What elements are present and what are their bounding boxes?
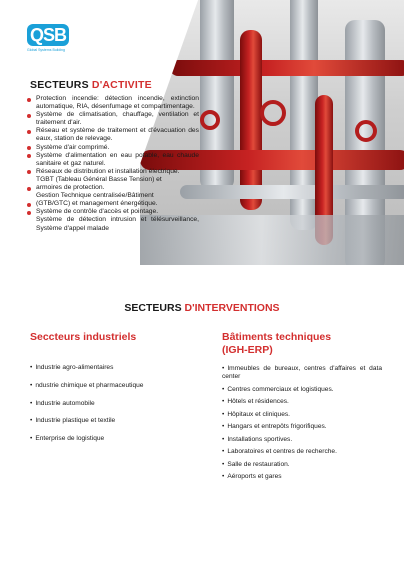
technical-buildings-title: Bâtiments techniques (IGH-ERP) xyxy=(222,331,332,356)
list-item: • Industrie automobile xyxy=(30,400,200,408)
technical-buildings-list xyxy=(222,365,382,486)
list-item: • Installations sportives. xyxy=(222,436,382,444)
activity-list xyxy=(27,95,199,233)
list-item: Protection incendie: détection incendie, extinction automatique, RIA, désenfumage et compartimentage. xyxy=(27,95,199,111)
interventions-heading: SECTEURS D'INTERVENTIONS xyxy=(124,302,280,314)
list-item: • Centres commerciaux et logistiques. xyxy=(222,386,382,394)
list-item: Système de contrôle d'accès et pointage. xyxy=(27,208,199,216)
list-item: • Enterprise de logistique xyxy=(30,435,200,443)
list-item: Système de climatisation, chauffage, ventilation et traitement d'air. xyxy=(27,111,199,127)
list-item: Système d'air comprimé. xyxy=(27,144,199,152)
list-item: • Laboratoires et centres de recherche. xyxy=(222,448,382,456)
list-item: • Hôpitaux et cliniques. xyxy=(222,411,382,419)
list-item: • Immeubles de bureaux, centres d'affaires et data center xyxy=(222,365,382,381)
list-item: Réseau et système de traitement et d'évacuation des eaux, station de relevage. xyxy=(27,127,199,143)
list-item: • Industrie plastique et textile xyxy=(30,417,200,425)
list-item: • Hôtels et résidences. xyxy=(222,398,382,406)
list-item: TGBT (Tableau Général Basse Tension) et xyxy=(36,175,162,183)
list-item: Système de détection intrusion et télésurveillance, Système d'appel malade xyxy=(36,216,199,232)
list-item: Réseaux de distribution et installation électrique. xyxy=(27,168,199,176)
industrial-sectors-list xyxy=(30,364,200,453)
list-item: • ndustrie chimique et pharmaceutique xyxy=(30,382,200,390)
list-item: armoires de protection. xyxy=(27,184,199,192)
list-item: • Hangars et entrepôts frigorifiques. xyxy=(222,423,382,431)
activity-heading: SECTEURS D'ACTIVITE xyxy=(30,79,152,91)
logo-tagline: Global Systems Building xyxy=(27,48,65,52)
list-item: (GTB/GTC) et management énergétique. xyxy=(27,200,199,208)
company-logo xyxy=(27,24,71,54)
list-item: • Industrie agro-alimentaires xyxy=(30,364,200,372)
industrial-sectors-title: Seccteurs industriels xyxy=(30,331,137,343)
logo-mark: QSB xyxy=(27,24,69,46)
list-item: • Salle de restauration. xyxy=(222,461,382,469)
list-item: Système d'alimentation en eau potable, eau chaude sanitaire et gaz naturel. xyxy=(27,152,199,168)
list-item: • Aéroports et gares xyxy=(222,473,382,481)
list-item: Gestion Technique centralisée/Bâtiment xyxy=(36,192,154,200)
